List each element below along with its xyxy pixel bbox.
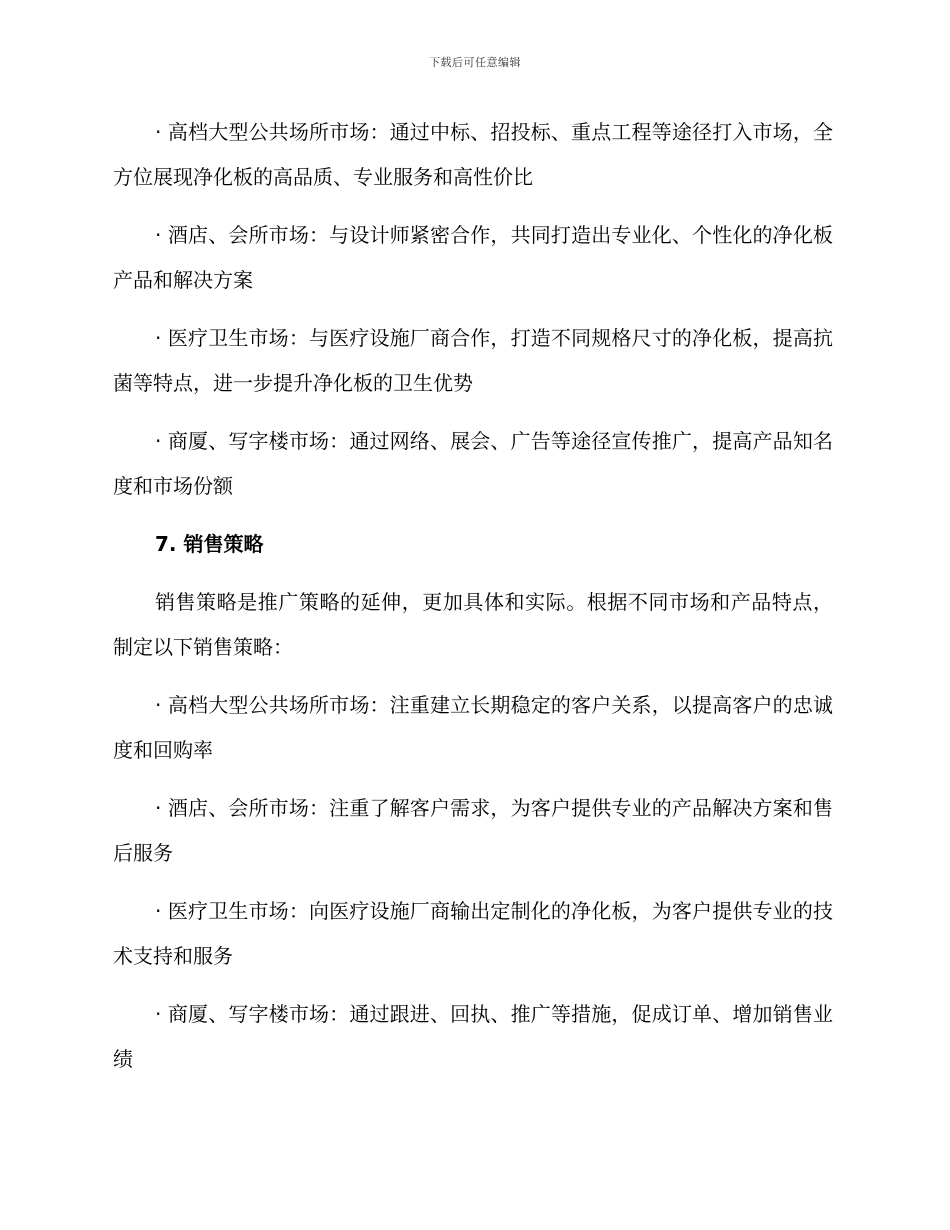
sales-strategy-intro: 销售策略是推广策略的延伸，更加具体和实际。根据不同市场和产品特点，制定以下销售策略：: [113, 590, 833, 659]
sales-item-hotels-clubs: · 酒店、会所市场：注重了解客户需求，为客户提供专业的产品解决方案和售后服务: [113, 796, 833, 865]
sales-item-public-venues: · 高档大型公共场所市场：注重建立长期稳定的客户关系，以提高客户的忠诚度和回购率: [113, 693, 833, 762]
document-body: [113, 110, 833, 1095]
market-item-hotels-clubs: · 酒店、会所市场：与设计师紧密合作，共同打造出专业化、个性化的净化板产品和解决方案: [113, 223, 833, 292]
market-item-public-venues: · 高档大型公共场所市场：通过中标、招投标、重点工程等途径打入市场，全方位展现净化板的高品质、专业服务和高性价比: [113, 120, 833, 189]
market-item-medical: · 医疗卫生市场：与医疗设施厂商合作，打造不同规格尺寸的净化板，提高抗菌等特点，进一步提升净化板的卫生优势: [113, 326, 833, 395]
section-heading-sales-strategy: 7. 销售策略: [155, 532, 264, 556]
sales-item-medical: · 医疗卫生市场：向医疗设施厂商输出定制化的净化板，为客户提供专业的技术支持和服务: [113, 899, 833, 968]
market-item-office-buildings: · 商厦、写字楼市场：通过网络、展会、广告等途径宣传推广，提高产品知名度和市场份额: [113, 429, 833, 498]
sales-item-office-buildings: · 商厦、写字楼市场：通过跟进、回执、推广等措施，促成订单、增加销售业绩: [113, 1002, 833, 1071]
page-header-note: 下载后可任意编辑: [429, 56, 521, 69]
